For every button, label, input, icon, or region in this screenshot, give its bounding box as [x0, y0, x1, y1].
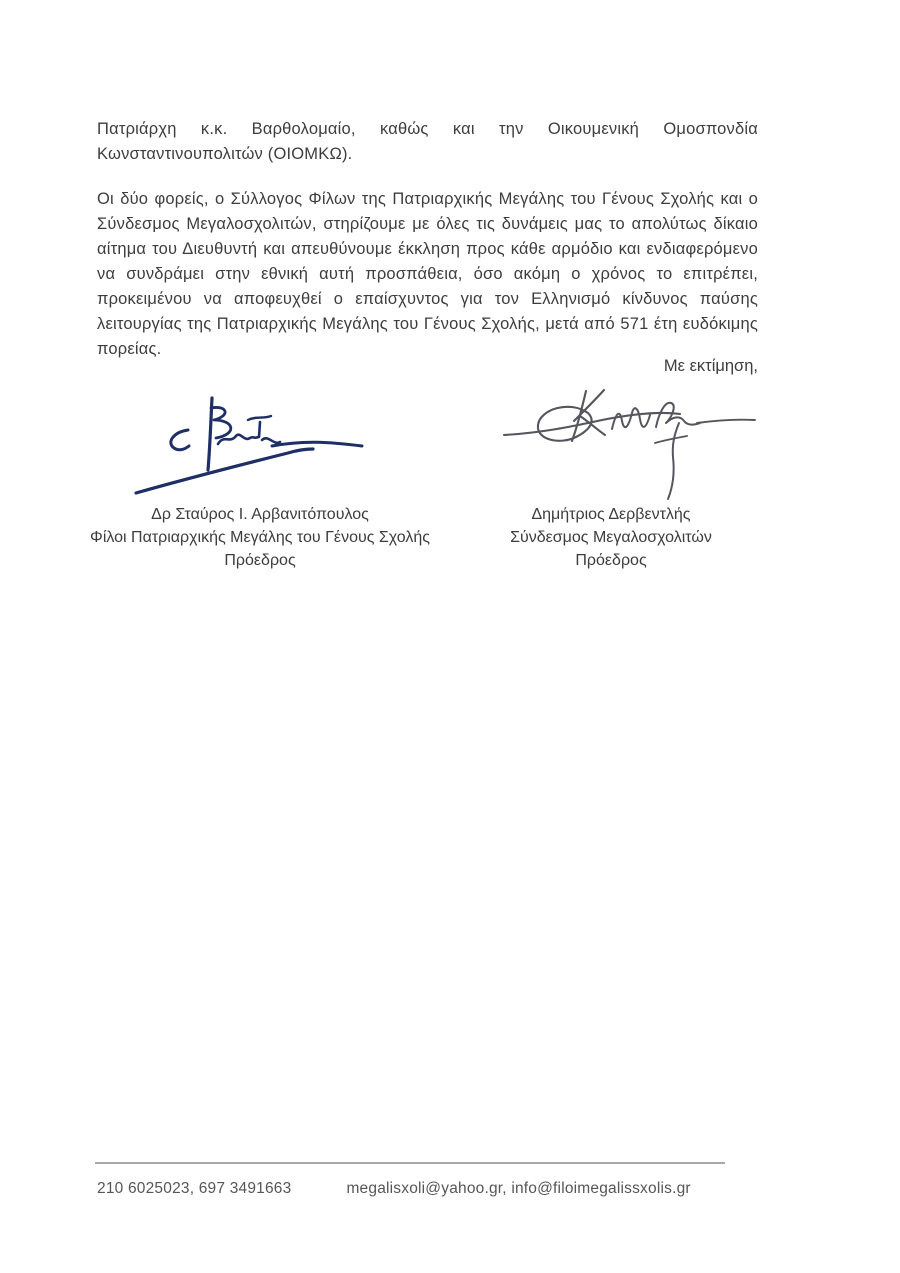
signatory-title: Πρόεδρος	[224, 552, 296, 569]
signatory-title: Πρόεδρος	[575, 552, 647, 569]
footer-phone-numbers: 210 6025023, 697 3491663	[97, 1180, 292, 1197]
signatory-organization: Σύνδεσμος Μεγαλοσχολιτών	[510, 529, 712, 546]
closing-salutation: Με εκτίμηση,	[663, 357, 758, 375]
letter-paragraph-1: Πατριάρχη κ.κ. Βαρθολομαίο, καθώς και την Οικουμενική Ομοσπονδία Κωνσταντινουπολιτών (ΟΙΟΜΚΩ).	[97, 119, 758, 163]
signatory-organization: Φίλοι Πατριαρχικής Μεγάλης του Γένους Σχολής	[90, 529, 430, 546]
signatory-block-left	[80, 503, 440, 572]
footer-divider	[95, 1162, 725, 1164]
signature-blue-ink-icon	[122, 392, 422, 502]
footer-email-addresses: megalisxoli@yahoo.gr, info@filoimegalissxolis.gr	[346, 1180, 691, 1197]
letter-paragraph-2: Οι δύο φορείς, ο Σύλλογος Φίλων της Πατριαρχικής Μεγάλης του Γένους Σχολής και ο Σύνδεσμος Μεγαλοσχολιτών, στηρίζουμε με όλες τις δυνάμεις μας το απολύτως δίκαιο αίτημα του Διευθυντή και απευθύνουμε έκκληση προς κάθε αρμόδιο και ενδιαφερόμενο να συνδράμει στην εθνική αυτή προσπάθεια, όσο ακόμη ο χρόνος το επιτρέπει, προκειμένου να αποφευχθεί ο επαίσχυντος για τον Ελληνισμό κίνδυνος παύσης λειτουργίας της Πατριαρχικής Μεγάλης του Γένους Σχολής, μετά από 571 έτη ευδόκιμης πορείας.	[97, 189, 758, 358]
signatory-block-right	[465, 503, 757, 572]
footer-contact	[97, 1180, 691, 1198]
signatory-name: Δημήτριος Δερβεντλής	[531, 506, 691, 523]
signatory-name: Δρ Σταύρος Ι. Αρβανιτόπουλος	[151, 506, 369, 523]
